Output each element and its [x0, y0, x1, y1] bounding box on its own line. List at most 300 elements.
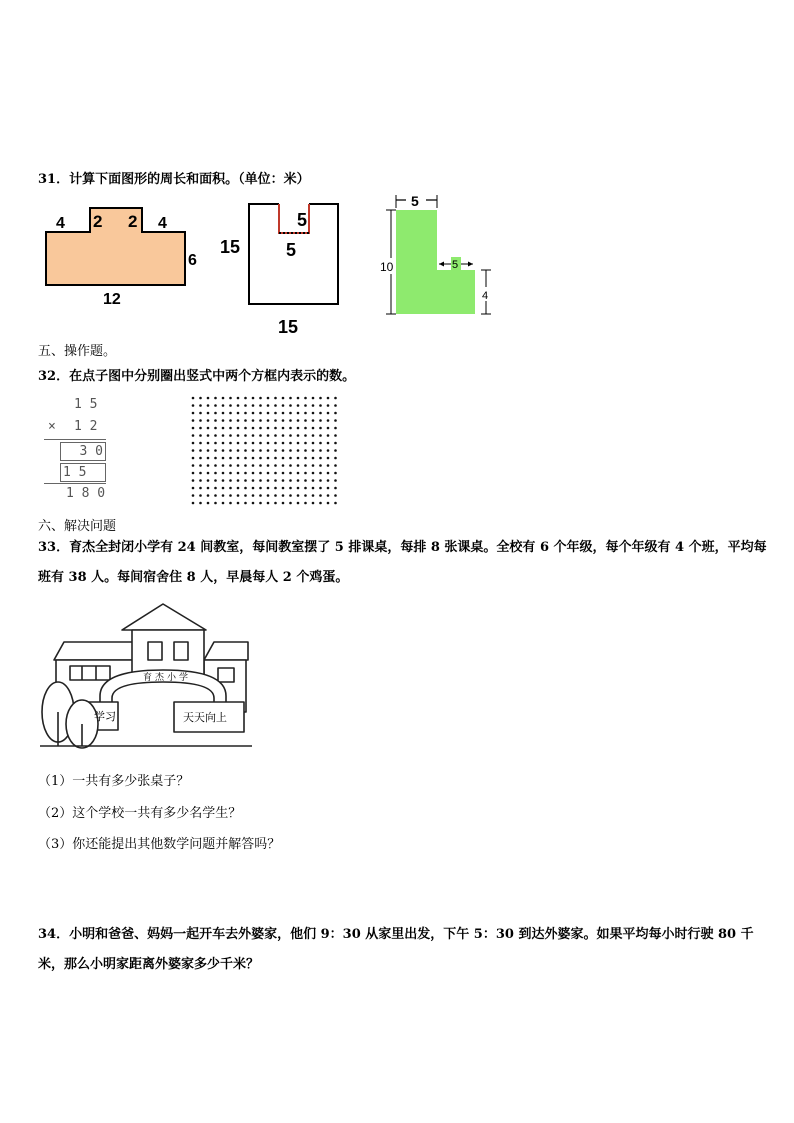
multiply-operator: × [48, 419, 56, 434]
grid-dot [304, 502, 307, 505]
grid-dot [327, 404, 330, 407]
grid-dot [199, 419, 202, 422]
grid-dot [319, 434, 322, 437]
grid-dot [237, 397, 240, 400]
grid-dot [259, 487, 262, 490]
grid-dot [274, 449, 277, 452]
left-sign: 学习 [94, 711, 116, 723]
grid-dot [214, 494, 217, 497]
grid-dot [312, 412, 315, 415]
partial-product-2: 1 5 [63, 465, 87, 480]
grid-dot [237, 479, 240, 482]
grid-dot [192, 419, 195, 422]
grid-dot [304, 434, 307, 437]
grid-dot [252, 404, 255, 407]
grid-dot [267, 487, 270, 490]
grid-dot [289, 457, 292, 460]
grid-dot [282, 419, 285, 422]
fig2-notch-depth: 5 [297, 210, 308, 230]
grid-dot [289, 449, 292, 452]
grid-dot [319, 479, 322, 482]
q33-sub1: （1）一共有多少张桌子？ [38, 774, 190, 789]
grid-dot [222, 457, 225, 460]
grid-dot [274, 487, 277, 490]
grid-dot [244, 464, 247, 467]
grid-dot [207, 434, 210, 437]
grid-dot [312, 427, 315, 430]
grid-dot [274, 397, 277, 400]
grid-dot [214, 412, 217, 415]
grid-dot [199, 442, 202, 445]
grid-dot [297, 464, 300, 467]
grid-dot [192, 464, 195, 467]
grid-dot [214, 487, 217, 490]
grid-dot [334, 449, 337, 452]
grid-dot [274, 427, 277, 430]
grid-dot [282, 397, 285, 400]
grid-dot [252, 479, 255, 482]
grid-dot [252, 427, 255, 430]
fig2-base: 15 [278, 317, 299, 337]
grid-dot [312, 404, 315, 407]
grid-dot [327, 479, 330, 482]
right-sign: 天天向上 [183, 712, 227, 724]
grid-dot [237, 434, 240, 437]
fig1-t-shape [38, 200, 208, 310]
grid-dot [312, 434, 315, 437]
fig3-top: 5 [411, 193, 419, 209]
grid-dot [229, 449, 232, 452]
grid-dot [304, 397, 307, 400]
grid-dot [222, 479, 225, 482]
grid-dot [244, 472, 247, 475]
grid-dot [259, 434, 262, 437]
grid-dot [304, 494, 307, 497]
grid-dot [222, 494, 225, 497]
arch-sign: 育杰小学 [143, 672, 192, 682]
grid-dot [214, 427, 217, 430]
grid-dot [267, 479, 270, 482]
grid-dot [327, 434, 330, 437]
grid-dot [319, 427, 322, 430]
grid-dot [334, 419, 337, 422]
grid-dot [327, 442, 330, 445]
grid-dot [237, 419, 240, 422]
grid-dot [259, 457, 262, 460]
grid-dot [274, 502, 277, 505]
grid-dot [192, 487, 195, 490]
q32-title: 32．在点子图中分别圈出竖式中两个方框内表示的数。 [38, 369, 356, 384]
grid-dot [207, 472, 210, 475]
school-illustration [38, 600, 258, 750]
grid-dot [237, 472, 240, 475]
grid-dot [289, 494, 292, 497]
grid-dot [319, 472, 322, 475]
grid-dot [319, 404, 322, 407]
grid-dot [289, 419, 292, 422]
grid-dot [327, 494, 330, 497]
grid-dot [229, 494, 232, 497]
grid-dot [282, 487, 285, 490]
grid-dot [214, 397, 217, 400]
grid-dot [259, 449, 262, 452]
fig2-notch-width: 5 [286, 240, 297, 260]
grid-dot [214, 442, 217, 445]
fig1-base: 12 [103, 291, 121, 308]
grid-dot [334, 502, 337, 505]
grid-dot [289, 464, 292, 467]
grid-dot [304, 487, 307, 490]
grid-dot [304, 442, 307, 445]
q33-sub2: （2）这个学校一共有多少名学生？ [38, 806, 242, 821]
grid-dot [237, 427, 240, 430]
grid-dot [327, 449, 330, 452]
grid-dot [229, 472, 232, 475]
grid-dot [334, 472, 337, 475]
grid-dot [267, 412, 270, 415]
grid-dot [274, 472, 277, 475]
fig3-step-height: 4 [482, 290, 489, 302]
grid-dot [304, 404, 307, 407]
grid-dot [327, 419, 330, 422]
grid-dot [319, 449, 322, 452]
grid-dot [297, 457, 300, 460]
grid-dot [192, 449, 195, 452]
grid-dot [282, 494, 285, 497]
grid-dot [207, 487, 210, 490]
section6-title: 六、解决问题 [38, 519, 117, 534]
grid-dot [222, 502, 225, 505]
fig2-side: 15 [220, 237, 241, 257]
fig3-polygon [396, 210, 475, 314]
fig3-l-shape [378, 190, 498, 320]
grid-dot [199, 487, 202, 490]
grid-dot [334, 479, 337, 482]
grid-dot [237, 494, 240, 497]
grid-dot [207, 412, 210, 415]
grid-dot [199, 434, 202, 437]
multiplicand: 1 5 [74, 397, 98, 412]
grid-dot [207, 449, 210, 452]
fig1-right-step: 4 [158, 215, 167, 232]
grid-dot [267, 464, 270, 467]
grid-dot [252, 419, 255, 422]
grid-dot [334, 442, 337, 445]
grid-dot [297, 397, 300, 400]
grid-dot [199, 397, 202, 400]
grid-dot [229, 479, 232, 482]
grid-dot [229, 412, 232, 415]
grid-dot [252, 434, 255, 437]
grid-dot [267, 427, 270, 430]
grid-dot [229, 427, 232, 430]
grid-dot [199, 472, 202, 475]
grid-dot [229, 457, 232, 460]
grid-dot [282, 457, 285, 460]
grid-dot [304, 412, 307, 415]
grid-dot [274, 442, 277, 445]
fig1-height: 6 [188, 252, 197, 269]
grid-dot [244, 502, 247, 505]
grid-dot [192, 502, 195, 505]
grid-dot [289, 412, 292, 415]
grid-dot [207, 502, 210, 505]
grid-dot [222, 419, 225, 422]
grid-dot [214, 472, 217, 475]
fig3-step-width: 5 [452, 259, 459, 271]
grid-dot [214, 404, 217, 407]
grid-dot [282, 404, 285, 407]
grid-dot [282, 479, 285, 482]
grid-dot [199, 479, 202, 482]
grid-dot [259, 494, 262, 497]
vertical-multiplication [40, 395, 110, 505]
grid-dot [274, 404, 277, 407]
grid-dot [222, 404, 225, 407]
grid-dot [192, 442, 195, 445]
grid-dot [222, 412, 225, 415]
grid-dot [229, 502, 232, 505]
grid-dot [327, 412, 330, 415]
grid-dot [274, 479, 277, 482]
q33-sub3: （3）你还能提出其他数学问题并解答吗？ [38, 837, 281, 852]
grid-dot [334, 464, 337, 467]
grid-dot [192, 479, 195, 482]
grid-dot [244, 427, 247, 430]
grid-dot [312, 479, 315, 482]
grid-dot [252, 494, 255, 497]
grid-dot [259, 397, 262, 400]
grid-dot [244, 397, 247, 400]
grid-dot [199, 457, 202, 460]
grid-dot [312, 419, 315, 422]
grid-dot [327, 457, 330, 460]
grid-dot [282, 449, 285, 452]
grid-dot [229, 442, 232, 445]
grid-dot [237, 457, 240, 460]
section5-title: 五、操作题。 [38, 344, 117, 359]
grid-dot [319, 412, 322, 415]
grid-dot [312, 487, 315, 490]
grid-dot [229, 419, 232, 422]
grid-dot [297, 434, 300, 437]
grid-dot [244, 434, 247, 437]
grid-dot [252, 397, 255, 400]
grid-dot [252, 487, 255, 490]
grid-dot [297, 502, 300, 505]
grid-dot [312, 502, 315, 505]
grid-dot [207, 464, 210, 467]
grid-dot [319, 419, 322, 422]
grid-dot [244, 457, 247, 460]
grid-dot [327, 472, 330, 475]
grid-dot [252, 412, 255, 415]
grid-dot [319, 487, 322, 490]
grid-dot [282, 502, 285, 505]
grid-dot [297, 494, 300, 497]
grid-dot [244, 419, 247, 422]
grid-dot [252, 449, 255, 452]
grid-dot [297, 472, 300, 475]
grid-dot [267, 449, 270, 452]
grid-dot [267, 434, 270, 437]
grid-dot [282, 434, 285, 437]
grid-dot [267, 472, 270, 475]
grid-dot [222, 434, 225, 437]
grid-dot [304, 472, 307, 475]
grid-dot [199, 502, 202, 505]
partial-box-2[interactable] [60, 463, 106, 482]
grid-dot [304, 464, 307, 467]
fig1-right-rise: 2 [128, 212, 138, 231]
grid-dot [214, 464, 217, 467]
grid-dot [252, 457, 255, 460]
grid-dot [304, 419, 307, 422]
grid-dot [289, 442, 292, 445]
grid-dot [237, 464, 240, 467]
grid-dot [282, 472, 285, 475]
grid-dot [274, 412, 277, 415]
q31-title: 31．计算下面图形的周长和面积。（单位：米） [38, 172, 310, 187]
grid-dot [252, 464, 255, 467]
grid-dot [192, 494, 195, 497]
grid-dot [244, 494, 247, 497]
grid-dot [312, 494, 315, 497]
grid-dot [289, 472, 292, 475]
grid-dot [289, 487, 292, 490]
grid-dot [207, 494, 210, 497]
partial-product-1: 3 0 [79, 444, 103, 459]
grid-dot [289, 502, 292, 505]
grid-dot [259, 404, 262, 407]
grid-dot [199, 427, 202, 430]
grid-dot [297, 442, 300, 445]
dot-grid[interactable] [190, 395, 340, 507]
grid-dot [244, 404, 247, 407]
grid-dot [199, 412, 202, 415]
grid-dot [207, 397, 210, 400]
grid-dot [274, 419, 277, 422]
grid-dot [207, 457, 210, 460]
product-result: 1 8 0 [66, 486, 106, 501]
fig1-left-step: 4 [56, 215, 65, 232]
grid-dot [252, 442, 255, 445]
grid-dot [274, 434, 277, 437]
grid-dot [282, 427, 285, 430]
grid-dot [267, 397, 270, 400]
grid-dot [259, 472, 262, 475]
grid-dot [199, 449, 202, 452]
grid-dot [259, 479, 262, 482]
grid-dot [237, 412, 240, 415]
grid-dot [222, 442, 225, 445]
grid-dot [267, 457, 270, 460]
grid-dot [199, 464, 202, 467]
grid-dot [327, 427, 330, 430]
grid-dot [259, 419, 262, 422]
grid-dot [297, 404, 300, 407]
grid-dot [334, 494, 337, 497]
grid-dot [192, 472, 195, 475]
grid-dot [222, 464, 225, 467]
grid-dot [297, 449, 300, 452]
grid-dot [207, 427, 210, 430]
grid-dot [192, 412, 195, 415]
grid-dot [312, 464, 315, 467]
grid-dot [199, 404, 202, 407]
fig1-left-rise: 2 [93, 212, 103, 231]
grid-dot [192, 434, 195, 437]
grid-dot [229, 434, 232, 437]
q33-text: 33．育杰全封闭小学有 24 间教室，每间教室摆了 5 排课桌，每排 8 张课桌。全校有 6 个年级，每个年级有 4 个班，平均每班有 38 人。每间宿舍住 8 人，早晨每人 2 个鸡蛋。 [38, 540, 767, 585]
grid-dot [319, 442, 322, 445]
grid-dot [207, 404, 210, 407]
grid-dot [297, 419, 300, 422]
grid-dot [207, 419, 210, 422]
grid-dot [259, 427, 262, 430]
grid-dot [319, 464, 322, 467]
grid-dot [214, 502, 217, 505]
grid-dot [334, 457, 337, 460]
grid-dot [244, 479, 247, 482]
grid-dot [327, 397, 330, 400]
grid-dot [222, 487, 225, 490]
fig3-height: 10 [380, 260, 394, 274]
grid-dot [244, 487, 247, 490]
grid-dot [312, 442, 315, 445]
grid-dot [334, 487, 337, 490]
grid-dot [289, 404, 292, 407]
grid-dot [222, 449, 225, 452]
grid-dot [274, 464, 277, 467]
grid-dot [214, 449, 217, 452]
grid-dot [214, 419, 217, 422]
fig2-notched-square [218, 198, 348, 340]
grid-dot [327, 502, 330, 505]
grid-dot [259, 442, 262, 445]
partial-box-1[interactable] [60, 442, 106, 461]
grid-dot [282, 442, 285, 445]
grid-dot [267, 442, 270, 445]
grid-dot [297, 479, 300, 482]
grid-dot [244, 449, 247, 452]
grid-dot [289, 427, 292, 430]
grid-dot [334, 434, 337, 437]
grid-dot [289, 397, 292, 400]
grid-dot [222, 397, 225, 400]
grid-dot [244, 442, 247, 445]
grid-dot [334, 427, 337, 430]
grid-dot [237, 404, 240, 407]
grid-dot [312, 472, 315, 475]
grid-dot [229, 404, 232, 407]
grid-dot [312, 397, 315, 400]
grid-dot [237, 502, 240, 505]
grid-dot [267, 494, 270, 497]
grid-dot [274, 494, 277, 497]
grid-dot [319, 494, 322, 497]
grid-dot [304, 449, 307, 452]
grid-dot [327, 487, 330, 490]
grid-dot [192, 427, 195, 430]
grid-dot [297, 487, 300, 490]
grid-dot [319, 502, 322, 505]
grid-dot [199, 494, 202, 497]
grid-dot [334, 397, 337, 400]
grid-dot [334, 412, 337, 415]
grid-dot [237, 487, 240, 490]
grid-dot [192, 457, 195, 460]
